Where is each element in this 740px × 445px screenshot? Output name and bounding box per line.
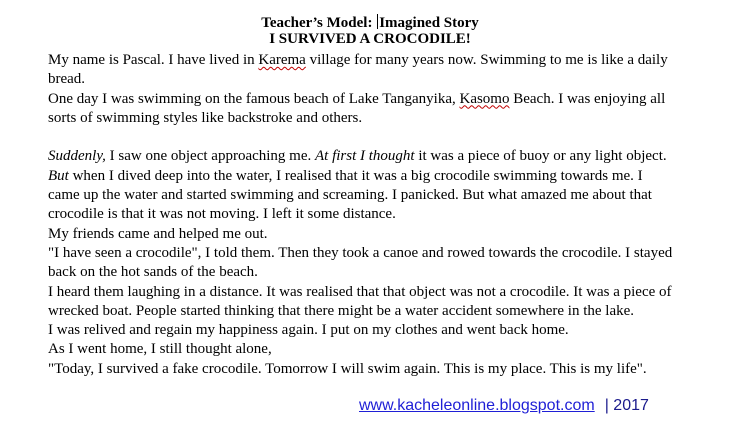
title-prefix: Teacher’s Model:: [261, 15, 377, 31]
paragraph-1-text-b: village for many years now. Swimming to me is like a daily bread.: [48, 52, 668, 88]
blog-link[interactable]: www.kacheleonline.blogspot.com: [359, 397, 595, 414]
footer-credit: [359, 396, 649, 416]
paragraph-8: As I went home, I still thought alone,: [48, 341, 272, 358]
paragraph-3-at-first: At first I thought: [315, 148, 415, 165]
story-body: [48, 51, 678, 379]
village-name: Karema: [258, 52, 306, 68]
beach-name: Kasomo: [459, 90, 510, 107]
paragraph-gap: [48, 128, 678, 147]
paragraph-3-text-c: when I dived deep into the water, I realised that it was a big crocodile swimming towards me. I came up the water and started swimming and screaming. I panicked. But what amazed me about that crocodile is that it was not moving. I left it some distance.: [48, 167, 652, 223]
paragraph-7: I was relived and regain my happiness again. I put on my clothes and went back home.: [48, 322, 569, 339]
paragraph-2: [48, 90, 678, 129]
document-title: [0, 14, 740, 32]
paragraph-3: [48, 147, 678, 224]
paragraph-2-text-b: Beach. I was enjoying all sorts of swimming styles like backstroke and others.: [48, 90, 666, 126]
paragraph-4: My friends came and helped me out.: [48, 225, 268, 242]
story-title: I SURVIVED A CROCODILE!: [269, 31, 471, 47]
paragraph-1: [48, 51, 678, 90]
paragraph-6: I heard them laughing in a distance. It was realised that that object was not a crocodile. It was a piece of wrecked boat. People started thinking that there might be a water accident somewhere in the lake.: [48, 283, 672, 319]
paragraph-1-text-a: My name is Pascal. I have lived in: [48, 52, 259, 68]
paragraph-3-text-a: I saw one object approaching me.: [105, 148, 315, 165]
paragraph-9: "Today, I survived a fake crocodile. Tomorrow I will swim again. This is my place. This is my life".: [48, 360, 647, 377]
paragraph-2-text-a: One day I was swimming on the famous beach of Lake Tanganyika,: [48, 90, 460, 107]
footer-year: | 2017: [604, 397, 649, 414]
paragraph-5: "I have seen a crocodile", I told them. Then they took a canoe and rowed towards the crocodile. I stayed back on the hot sands of the beach.: [48, 244, 673, 281]
title-rest: Imagined Story: [379, 15, 479, 31]
paragraph-3-text-b: it was a piece of buoy or any light object.: [414, 148, 667, 165]
paragraph-3-suddenly: Suddenly,: [48, 148, 106, 165]
paragraph-3-but: But: [48, 167, 69, 184]
